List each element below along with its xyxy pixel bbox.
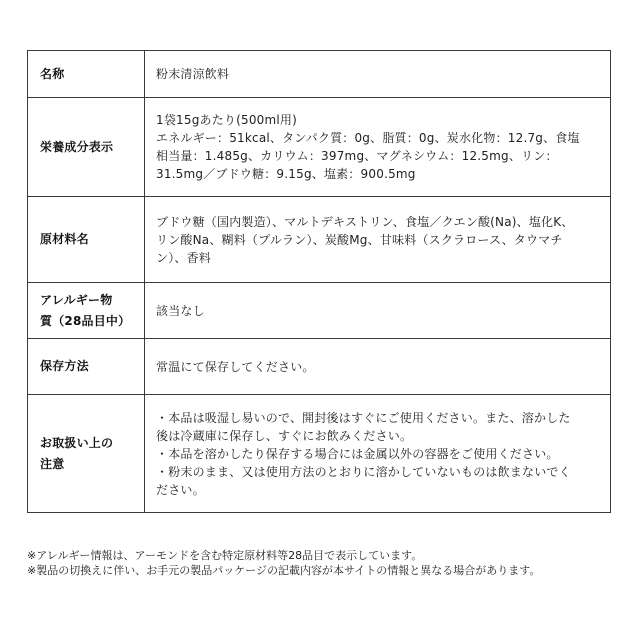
- value-line: 1袋15gあたり(500ml用): [156, 113, 298, 127]
- value-line: ・本品を溶かしたり保存する場合には金属以外の容器をご使用ください。: [156, 446, 559, 461]
- value-line: 常温にて保存してください。: [156, 359, 315, 374]
- footnote-packaging: ※製品の切換えに伴い、お手元の製品パッケージの記載内容が本サイトの情報と異なる場合があります。: [27, 564, 541, 577]
- table-row-handling: [28, 395, 611, 513]
- value-line: ださい。: [156, 482, 205, 497]
- value-line: 31.5mg／ブドウ糖：9.15g、塩素：900.5mg: [156, 167, 416, 181]
- table-row-storage: [28, 339, 611, 395]
- table-row-allergy: [28, 283, 611, 339]
- footnotes: [27, 548, 617, 578]
- value-line: ・本品は吸湿し易いので、開封後はすぐにご使用ください。また、溶かした: [156, 410, 571, 425]
- row-value-name: [145, 51, 611, 98]
- value-line: ブドウ糖（国内製造）、マルトデキストリン、食塩／クエン酸(Na)、塩化K、: [156, 214, 574, 229]
- row-label-ingredients: 原材料名: [28, 197, 145, 283]
- row-value-storage: [145, 339, 611, 395]
- label-line: お取扱い上の: [40, 435, 114, 450]
- row-label-allergy: [28, 283, 145, 339]
- product-info-table: [27, 50, 611, 513]
- row-label-storage: 保存方法: [28, 339, 145, 395]
- row-value-nutrition: [145, 98, 611, 197]
- footnote-allergy: ※アレルギー情報は、アーモンドを含む特定原材料等28品目で表示しています。: [27, 549, 423, 562]
- value-line: 粉末清涼飲料: [156, 67, 230, 81]
- table-row-ingredients: [28, 197, 611, 283]
- value-line: ン）、香料: [156, 250, 212, 265]
- row-label-handling: [28, 395, 145, 513]
- value-line: リン酸Na、糊料（プルラン）、炭酸Mg、甘味料（スクラロース、タウマチ: [156, 232, 563, 247]
- label-line: 質（28品目中）: [40, 313, 131, 328]
- table-row-name: [28, 51, 611, 98]
- value-line: 相当量：1.485g、カリウム：397mg、マグネシウム：12.5mg、リン：: [156, 149, 558, 163]
- table-row-nutrition: [28, 98, 611, 197]
- row-label-name: 名称: [28, 51, 145, 98]
- label-line: アレルギー物: [40, 292, 113, 307]
- value-line: エネルギー：51kcal、タンパク質：0g、脂質：0g、炭水化物：12.7g、食塩: [156, 131, 580, 145]
- value-line: ・粉末のまま、又は使用方法のとおりに溶かしていないものは飲まないでく: [156, 464, 571, 479]
- label-line: 注意: [40, 456, 65, 471]
- row-label-nutrition: 栄養成分表示: [28, 98, 145, 197]
- value-line: 後は冷蔵庫に保存し、すぐにお飲みください。: [156, 428, 413, 443]
- row-value-allergy: [145, 283, 611, 339]
- row-value-handling: [145, 395, 611, 513]
- value-line: 該当なし: [156, 303, 205, 318]
- row-value-ingredients: [145, 197, 611, 283]
